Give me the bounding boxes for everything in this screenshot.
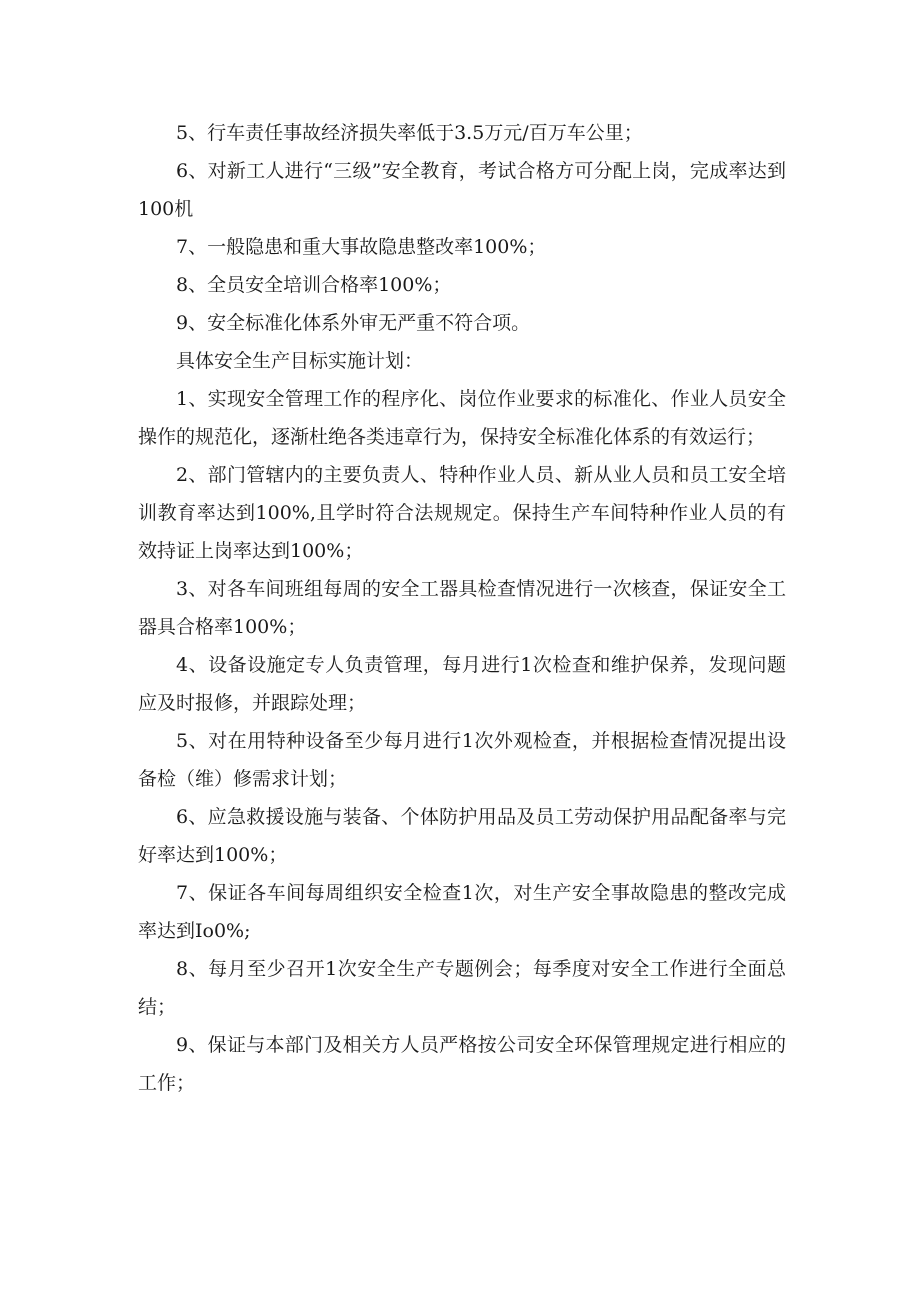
paragraph-plan-5: 5、对在用特种设备至少每月进行1次外观检查，并根据检查情况提出设备检（维）修需求计划； (138, 730, 786, 790)
paragraph-plan-8: 8、每月至少召开1次安全生产专题例会；每季度对安全工作进行全面总结； (138, 958, 786, 1018)
paragraph-target-8: 8、全员安全培训合格率100%； (176, 274, 452, 296)
document-body (138, 114, 786, 1102)
paragraph-plan-2: 2、部门管辖内的主要负责人、特种作业人员、新从业人员和员工安全培训教育率达到100%,且学时符合法规规定。保持生产车间特种作业人员的有效持证上岗率达到100%； (138, 464, 786, 562)
paragraph-target-5: 5、行车责任事故经济损失率低于3.5万元/百万车公里； (176, 122, 643, 144)
section-heading-plan: 具体安全生产目标实施计划： (176, 350, 424, 372)
paragraph-target-7: 7、一般隐患和重大事故隐患整改率100%； (176, 236, 547, 258)
paragraph-plan-9: 9、保证与本部门及相关方人员严格按公司安全环保管理规定进行相应的工作； (138, 1034, 786, 1094)
paragraph-plan-1: 1、实现安全管理工作的程序化、岗位作业要求的标准化、作业人员安全操作的规范化，逐渐杜绝各类违章行为，保持安全标准化体系的有效运行； (138, 388, 786, 448)
paragraph-target-9: 9、安全标准化体系外审无严重不符合项。 (176, 312, 531, 334)
paragraph-plan-7: 7、保证各车间每周组织安全检查1次，对生产安全事故隐患的整改完成率达到Io0%; (138, 882, 786, 942)
paragraph-plan-4: 4、设备设施定专人负责管理，每月进行1次检查和维护保养，发现问题应及时报修，并跟踪处理； (138, 654, 786, 714)
paragraph-plan-6: 6、应急救援设施与装备、个体防护用品及员工劳动保护用品配备率与完好率达到100%； (138, 806, 786, 866)
paragraph-plan-3: 3、对各车间班组每周的安全工器具检查情况进行一次核查，保证安全工器具合格率100%； (138, 578, 786, 638)
paragraph-target-6: 6、对新工人进行“三级”安全教育，考试合格方可分配上岗，完成率达到100机 (138, 160, 786, 220)
